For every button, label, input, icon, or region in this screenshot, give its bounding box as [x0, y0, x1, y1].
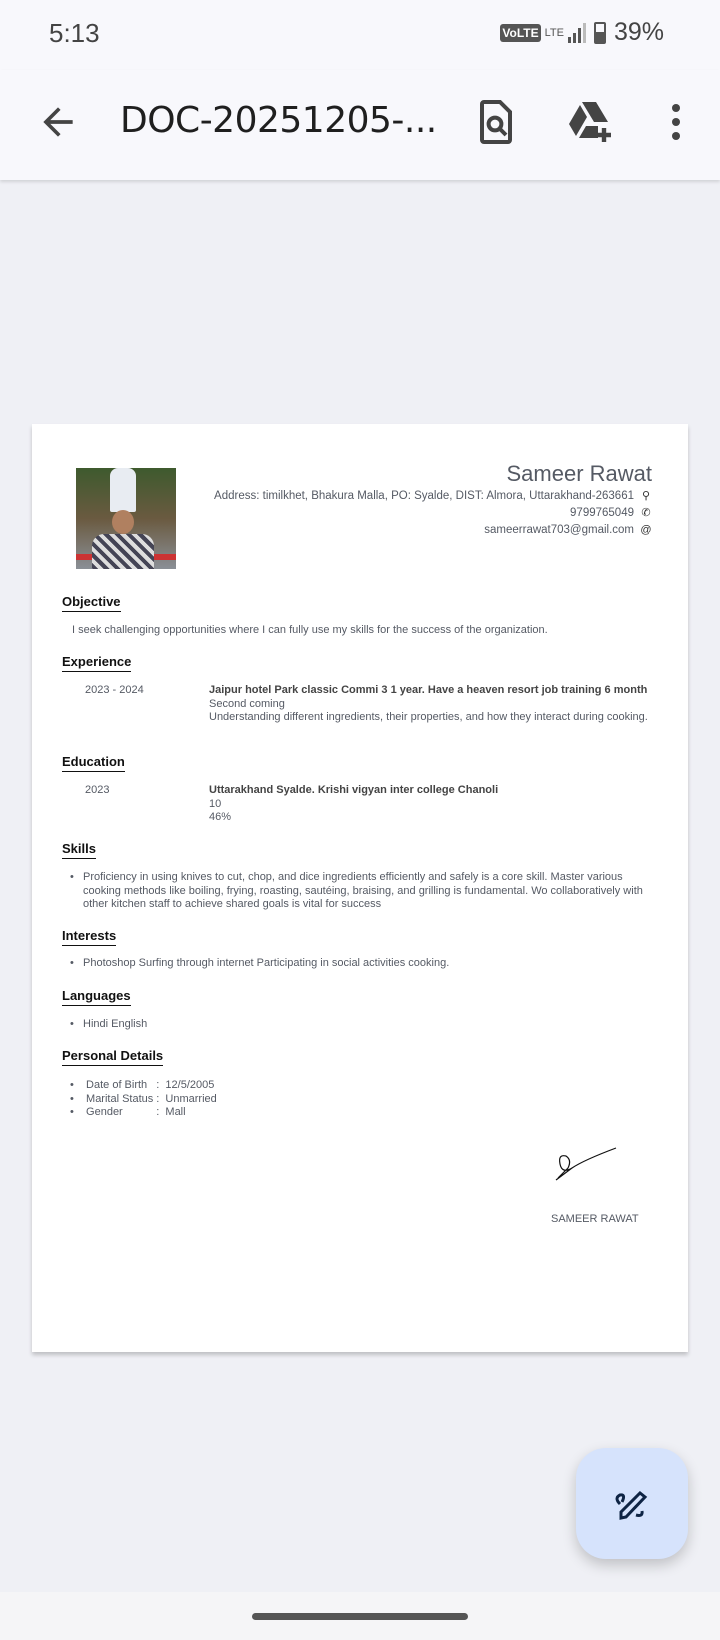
experience-heading: Experience — [62, 654, 131, 672]
skills-heading: Skills — [62, 841, 96, 859]
marital-label: Marital Status — [86, 1092, 154, 1105]
gender-value: Mall — [165, 1106, 186, 1118]
education-grade: 10 — [209, 797, 222, 810]
app-bar — [0, 70, 720, 180]
signature-image — [554, 1144, 618, 1184]
clock: 5:13 — [49, 18, 100, 48]
phone: 9799765049 — [570, 507, 634, 519]
profile-photo — [76, 468, 176, 569]
location-pin-icon: ⚲ — [641, 490, 651, 502]
annotate-button[interactable] — [576, 1448, 688, 1559]
skill-item: • Proficiency in using knives to cut, chop, and dice ingredients efficiently and safely is a core skill. Master various cooking methods like boiling, frying, roasting, sautéing, braising, and grilling is fundamental. Wo collaboratively with other kitchen staff to achieve shared goals is vital for success — [62, 871, 658, 912]
resume-name: Sameer Rawat — [506, 461, 652, 486]
back-arrow-icon[interactable] — [36, 100, 80, 144]
document-page — [32, 424, 688, 1352]
experience-subtitle: Second coming — [209, 697, 285, 710]
home-gesture-handle[interactable] — [252, 1613, 468, 1620]
signal-icon — [568, 23, 586, 43]
find-in-document-icon[interactable] — [472, 98, 520, 146]
personal-details-heading: Personal Details — [62, 1048, 163, 1066]
draw-pen-icon — [612, 1484, 652, 1524]
experience-title: Jaipur hotel Park classic Commi 3 1 year. Have a heaven resort job training 6 month — [209, 684, 648, 696]
battery-percent: 39% — [613, 18, 664, 46]
address: Address: timilkhet, Bhakura Malla, PO: Syalde, DIST: Almora, Uttarakhand-263661 — [214, 490, 634, 502]
personal-details-table: • Date of Birth : 12/5/2005 • Marital Status : Unmarried • Gender : Mall — [70, 1079, 220, 1120]
objective-text: I seek challenging opportunities where I can fully use my skills for the success of the organization. — [72, 624, 548, 636]
interest-item: • Photoshop Surfing through internet Participating in social activities cooking. — [62, 957, 449, 971]
experience-description: Understanding different ingredients, their properties, and how they interact during cooking. — [209, 711, 648, 723]
at-icon: @ — [640, 524, 652, 536]
lte-icon: LTE — [544, 26, 564, 39]
battery-icon — [594, 22, 606, 44]
education-heading: Education — [62, 754, 125, 772]
gender-label: Gender — [86, 1106, 123, 1118]
email: sameerrawat703@gmail.com — [484, 524, 634, 536]
experience-period: 2023 - 2024 — [85, 684, 144, 696]
document-title: DOC-20251205-... — [120, 100, 437, 141]
education-year: 2023 — [85, 784, 110, 796]
dob-label: Date of Birth — [86, 1079, 148, 1091]
language-item: • Hindi English — [62, 1018, 147, 1032]
signature-name: SAMEER RAWAT — [551, 1213, 639, 1225]
education-score: 46% — [209, 811, 232, 823]
education-school: Uttarakhand Syalde. Krishi vigyan inter college Chanoli — [209, 784, 499, 796]
volte-icon: VoLTE — [502, 25, 539, 40]
languages-heading: Languages — [62, 988, 131, 1006]
objective-heading: Objective — [62, 594, 121, 612]
marital-value: Unmarried — [165, 1092, 217, 1105]
dob-value: 12/5/2005 — [165, 1079, 215, 1091]
status-bar — [0, 0, 720, 70]
phone-icon: ✆ — [641, 507, 651, 519]
add-to-drive-icon[interactable] — [566, 98, 614, 146]
navigation-bar — [0, 1592, 720, 1640]
interests-heading: Interests — [62, 928, 116, 946]
more-options-icon[interactable] — [652, 98, 700, 146]
